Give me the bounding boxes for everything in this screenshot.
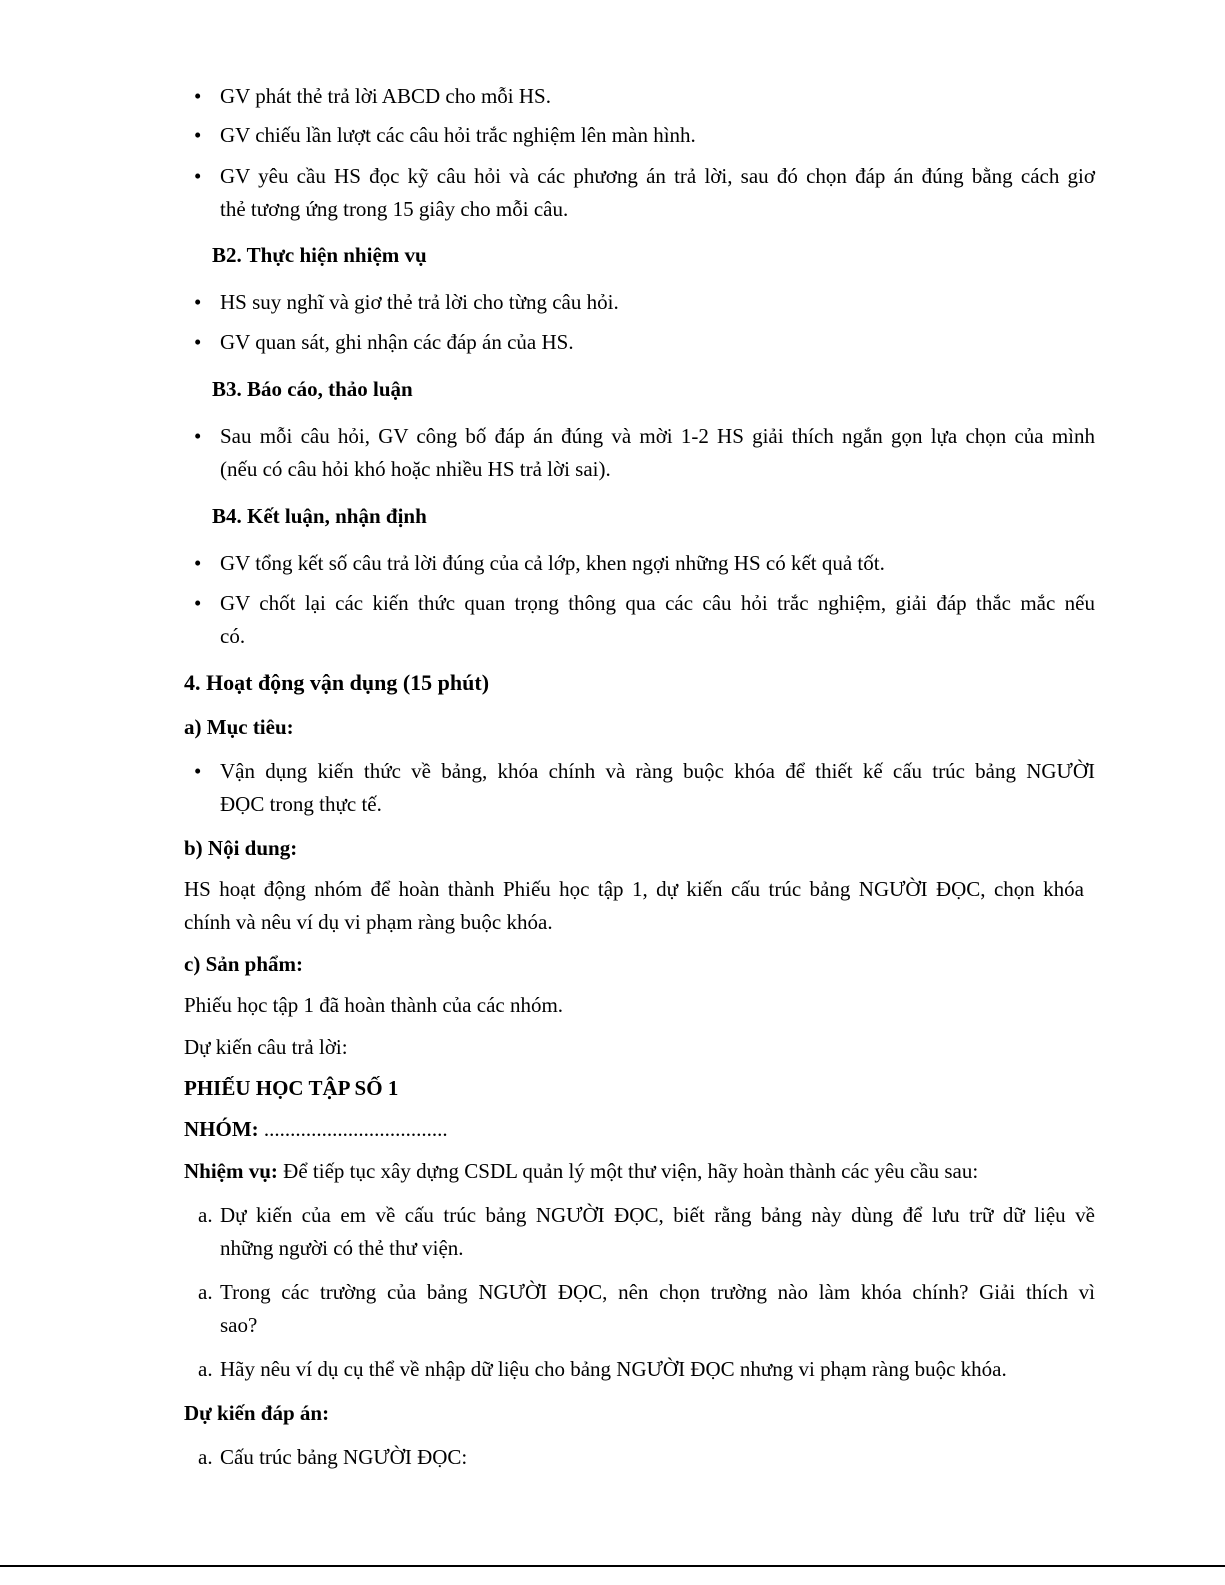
b4-bullet-2-line-2: có. — [220, 624, 246, 648]
section-4a-bullet-line-1: Vận dụng kiến thức về bảng, khóa chính và ràng buộc khóa để thiết kế cấu trúc bảng NGƯỜI — [220, 759, 1095, 783]
b3-bullet-line-1: Sau mỗi câu hỏi, GV công bố đáp án đúng và mời 1-2 HS giải thích ngắn gọn lựa chọn của mình — [220, 424, 1095, 448]
section-4b-line-2: chính và nêu ví dụ vi phạm ràng buộc khóa. — [184, 910, 553, 934]
b2-bullet-2: GV quan sát, ghi nhận các đáp án của HS. — [220, 330, 574, 354]
worksheet-group-label: NHÓM: — [184, 1117, 259, 1141]
worksheet-item-2-line-1: Trong các trường của bảng NGƯỜI ĐỌC, nên chọn trường nào làm khóa chính? Giải thích vì — [220, 1280, 1095, 1304]
answer-item-1: Cấu trúc bảng NGƯỜI ĐỌC: — [220, 1445, 468, 1469]
bullet-dot: • — [194, 123, 202, 147]
bullet-dot: • — [194, 164, 202, 188]
section-4c-line-1: Phiếu học tập 1 đã hoàn thành của các nhóm. — [184, 993, 564, 1017]
b3-bullet-line-2: (nếu có câu hỏi khó hoặc nhiều HS trả lời sai). — [220, 457, 611, 481]
section-4b-label: b) Nội dung: — [184, 836, 298, 860]
worksheet-task-text: Để tiếp tục xây dựng CSDL quản lý một thư viện, hãy hoàn thành các yêu cầu sau: — [277, 1159, 979, 1183]
page-bottom-rule — [0, 1565, 1225, 1567]
worksheet-group-dots: ................................... — [263, 1117, 448, 1141]
worksheet-item-1-line-2: những người có thẻ thư viện. — [220, 1236, 464, 1260]
list-marker: a. — [198, 1357, 213, 1381]
intro-bullet-2: GV chiếu lần lượt các câu hỏi trắc nghiệm lên màn hình. — [220, 123, 696, 147]
bullet-dot: • — [194, 290, 202, 314]
worksheet-item-1-line-1: Dự kiến của em về cấu trúc bảng NGƯỜI ĐỌC, biết rằng bảng này dùng để lưu trữ dữ liệu về — [220, 1203, 1095, 1227]
list-marker: a. — [198, 1445, 213, 1469]
section-4b-line-1: HS hoạt động nhóm để hoàn thành Phiếu học tập 1, dự kiến cấu trúc bảng NGƯỜI ĐỌC, chọn khóa — [184, 877, 1084, 901]
section-4c-line-2: Dự kiến câu trả lời: — [184, 1035, 348, 1059]
b4-heading: B4. Kết luận, nhận định — [212, 504, 427, 528]
worksheet-task-line — [184, 1158, 978, 1184]
b3-heading: B3. Báo cáo, thảo luận — [212, 377, 413, 401]
worksheet-group-line — [184, 1116, 448, 1142]
section-4a-bullet-line-2: ĐỌC trong thực tế. — [220, 792, 382, 816]
worksheet-item-3-line-1: Hãy nêu ví dụ cụ thể về nhập dữ liệu cho bảng NGƯỜI ĐỌC nhưng vi phạm ràng buộc khóa. — [220, 1357, 1007, 1381]
worksheet-item-2-line-2: sao? — [220, 1313, 258, 1337]
list-marker: a. — [198, 1280, 213, 1304]
section-4c-label: c) Sản phẩm: — [184, 952, 304, 976]
section-4-title: 4. Hoạt động vận dụng (15 phút) — [184, 670, 490, 695]
bullet-dot: • — [194, 551, 202, 575]
bullet-dot: • — [194, 330, 202, 354]
list-marker: a. — [198, 1203, 213, 1227]
b2-heading: B2. Thực hiện nhiệm vụ — [212, 243, 427, 267]
b4-bullet-1: GV tổng kết số câu trả lời đúng của cả lớp, khen ngợi những HS có kết quả tốt. — [220, 551, 885, 575]
bullet-dot: • — [194, 759, 202, 783]
answer-label: Dự kiến đáp án: — [184, 1401, 330, 1425]
worksheet-task-label: Nhiệm vụ: — [184, 1159, 278, 1183]
bullet-dot: • — [194, 84, 202, 108]
intro-bullet-3-line-2: thẻ tương ứng trong 15 giây cho mỗi câu. — [220, 197, 569, 221]
bullet-dot: • — [194, 424, 202, 448]
intro-bullet-1: GV phát thẻ trả lời ABCD cho mỗi HS. — [220, 84, 551, 108]
bullet-dot: • — [194, 591, 202, 615]
b4-bullet-2-line-1: GV chốt lại các kiến thức quan trọng thông qua các câu hỏi trắc nghiệm, giải đáp thắc mắc nếu — [220, 591, 1095, 615]
worksheet-title: PHIẾU HỌC TẬP SỐ 1 — [184, 1076, 399, 1100]
section-4a-label: a) Mục tiêu: — [184, 715, 294, 739]
b2-bullet-1: HS suy nghĩ và giơ thẻ trả lời cho từng câu hỏi. — [220, 290, 619, 314]
intro-bullet-3-line-1: GV yêu cầu HS đọc kỹ câu hỏi và các phương án trả lời, sau đó chọn đáp án đúng bằng cách giơ — [220, 164, 1095, 188]
